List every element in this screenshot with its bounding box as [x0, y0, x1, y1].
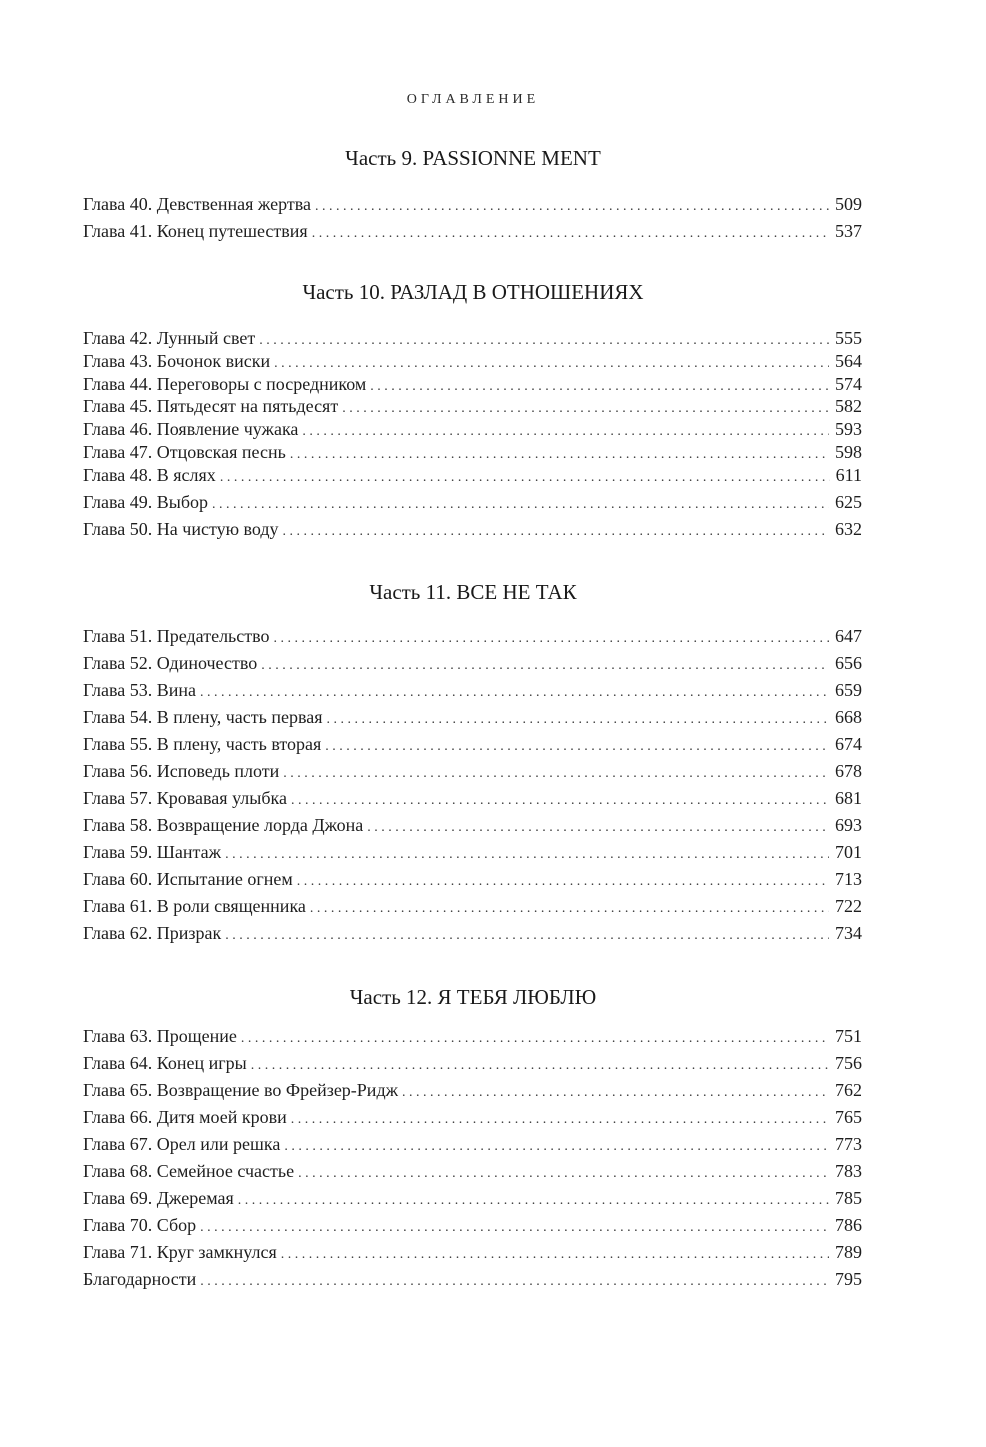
entry-label: Глава 50. На чистую воду: [83, 519, 279, 539]
page-number: 765: [835, 1107, 862, 1127]
toc-entry[interactable]: [83, 813, 862, 837]
page-number: 722: [835, 896, 862, 916]
entry-label: Благодарности: [83, 1269, 197, 1289]
toc-entry[interactable]: [83, 1078, 862, 1102]
entry-label: Глава 71. Круг замкнулся: [83, 1242, 277, 1262]
toc-entry[interactable]: [83, 651, 862, 675]
dot-leader: [212, 493, 829, 517]
page-number: 681: [835, 788, 862, 808]
part-9-title: Часть 9. PASSIONNE MENT: [345, 146, 601, 170]
page-number: 713: [835, 869, 862, 889]
toc-entry[interactable]: [83, 1024, 862, 1048]
page-number: 762: [835, 1080, 862, 1100]
part-10-title: Часть 10. РАЗЛАД В ОТНОШЕНИЯХ: [302, 280, 644, 304]
entry-label: Глава 55. В плену, часть вторая: [83, 734, 322, 754]
page-number: 693: [835, 815, 862, 835]
entry-label: Глава 53. Вина: [83, 680, 197, 700]
page-number: 659: [835, 680, 862, 700]
page-number: 574: [835, 374, 862, 394]
toc-entry[interactable]: [83, 490, 862, 514]
toc-entry[interactable]: [83, 840, 862, 864]
page-number: 509: [835, 194, 862, 214]
entry-label: Глава 61. В роли священника: [83, 896, 306, 916]
entry-label: Глава 59. Шантаж: [83, 842, 222, 862]
entry-label: Глава 54. В плену, часть первая: [83, 707, 323, 727]
page-number: 647: [835, 626, 862, 646]
toc-entry[interactable]: [83, 1159, 862, 1183]
dot-leader: [325, 735, 829, 759]
dot-leader: [310, 897, 829, 921]
toc-entry[interactable]: [83, 678, 862, 702]
entry-label: Глава 66. Дитя моей крови: [83, 1107, 287, 1127]
entry-label: Глава 70. Сбор: [83, 1215, 197, 1235]
entry-label: Глава 44. Переговоры с посредником: [83, 374, 367, 394]
toc-entry[interactable]: [83, 372, 862, 396]
page-number: 773: [835, 1134, 862, 1154]
entry-label: Глава 65. Возвращение во Фрейзер-Ридж: [83, 1080, 399, 1100]
dot-leader: [261, 654, 829, 678]
toc-entry[interactable]: [83, 1267, 862, 1291]
dot-leader: [297, 870, 829, 894]
dot-leader: [312, 222, 829, 246]
toc-entry[interactable]: [83, 894, 862, 918]
dot-leader: [402, 1081, 829, 1105]
entry-label: Глава 46. Появление чужака: [83, 419, 299, 439]
entry-label: Глава 64. Конец игры: [83, 1053, 247, 1073]
dot-leader: [200, 1216, 829, 1240]
page-number: 783: [835, 1161, 862, 1181]
dot-leader: [274, 627, 830, 651]
entry-label: Глава 56. Исповедь плоти: [83, 761, 280, 781]
entry-label: Глава 48. В яслях: [83, 465, 216, 485]
entry-label: Глава 62. Призрак: [83, 923, 222, 943]
entry-label: Глава 63. Прощение: [83, 1026, 237, 1046]
dot-leader: [251, 1054, 829, 1078]
page-number: 756: [835, 1053, 862, 1073]
page-number: 786: [835, 1215, 862, 1235]
page-number: 751: [835, 1026, 862, 1046]
dot-leader: [225, 843, 829, 867]
toc-entry[interactable]: [83, 326, 862, 350]
entry-label: Глава 69. Джеремая: [83, 1188, 234, 1208]
toc-entry[interactable]: [83, 759, 862, 783]
page-number: 564: [835, 351, 862, 371]
page-number: 785: [835, 1188, 862, 1208]
toc-entry[interactable]: [83, 417, 862, 441]
page-number: 555: [835, 328, 862, 348]
toc-entry[interactable]: [83, 786, 862, 810]
toc-entry[interactable]: [83, 192, 862, 216]
dot-leader: [283, 520, 829, 544]
entry-label: Глава 43. Бочонок виски: [83, 351, 271, 371]
page-number: 734: [835, 923, 862, 943]
entry-label: Глава 60. Испытание огнем: [83, 869, 293, 889]
dot-leader: [326, 708, 829, 732]
toc-entry[interactable]: [83, 1213, 862, 1237]
page-number: 668: [835, 707, 862, 727]
entry-label: Глава 42. Лунный свет: [83, 328, 256, 348]
toc-entry[interactable]: [83, 921, 862, 945]
page-number: 678: [835, 761, 862, 781]
entry-label: Глава 45. Пятьдесят на пятьдесят: [83, 396, 339, 416]
entry-label: Глава 51. Предательство: [83, 626, 270, 646]
entry-label: Глава 49. Выбор: [83, 492, 209, 512]
part-12-title: Часть 12. Я ТЕБЯ ЛЮБЛЮ: [349, 985, 597, 1009]
running-head: ОГЛАВЛЕНИЕ: [406, 92, 540, 107]
toc-entry[interactable]: [83, 732, 862, 756]
entry-label: Глава 52. Одиночество: [83, 653, 258, 673]
toc-entry[interactable]: [83, 705, 862, 729]
part-11-title: Часть 11. ВСЕ НЕ ТАК: [369, 580, 577, 604]
toc-entry[interactable]: [83, 1105, 862, 1129]
dot-leader: [200, 1270, 829, 1294]
page-number: 701: [835, 842, 862, 862]
page-number: 795: [835, 1269, 862, 1289]
entry-label: Глава 40. Девственная жертва: [83, 194, 311, 214]
toc-entry[interactable]: [83, 517, 862, 541]
dot-leader: [225, 924, 829, 948]
toc-entry[interactable]: [83, 394, 862, 418]
page-number: 593: [835, 419, 862, 439]
entry-label: Глава 47. Отцовская песнь: [83, 442, 286, 462]
page-number: 789: [835, 1242, 862, 1262]
dot-leader: [284, 1135, 829, 1159]
toc-entry[interactable]: [83, 867, 862, 891]
page-number: 611: [835, 465, 862, 485]
dot-leader: [291, 1108, 829, 1132]
toc-entry[interactable]: [83, 440, 862, 464]
dot-leader: [281, 1243, 829, 1267]
toc-entry[interactable]: [83, 1132, 862, 1156]
page-number: 582: [835, 396, 862, 416]
dot-leader: [238, 1189, 829, 1213]
dot-leader: [315, 195, 829, 219]
toc-entry[interactable]: [83, 1186, 862, 1210]
toc-entry[interactable]: [83, 463, 862, 487]
entry-label: Глава 41. Конец путешествия: [83, 221, 308, 241]
toc-entry[interactable]: [83, 219, 862, 243]
entry-label: Глава 67. Орел или решка: [83, 1134, 281, 1154]
dot-leader: [367, 816, 829, 840]
dot-leader: [241, 1027, 829, 1051]
entry-label: Глава 57. Кровавая улыбка: [83, 788, 287, 808]
dot-leader: [220, 466, 830, 490]
page-number: 632: [835, 519, 862, 539]
entry-label: Глава 68. Семейное счастье: [83, 1161, 295, 1181]
dot-leader: [200, 681, 829, 705]
toc-entry[interactable]: [83, 624, 862, 648]
page-number: 625: [835, 492, 862, 512]
page-number: 598: [835, 442, 862, 462]
dot-leader: [291, 789, 829, 813]
page-number: 656: [835, 653, 862, 673]
toc-entry[interactable]: [83, 1051, 862, 1075]
page-number: 674: [835, 734, 862, 754]
toc-entry[interactable]: [83, 349, 862, 373]
dot-leader: [283, 762, 829, 786]
entry-label: Глава 58. Возвращение лорда Джона: [83, 815, 364, 835]
dot-leader: [298, 1162, 829, 1186]
page-number: 537: [835, 221, 862, 241]
toc-entry[interactable]: [83, 1240, 862, 1264]
